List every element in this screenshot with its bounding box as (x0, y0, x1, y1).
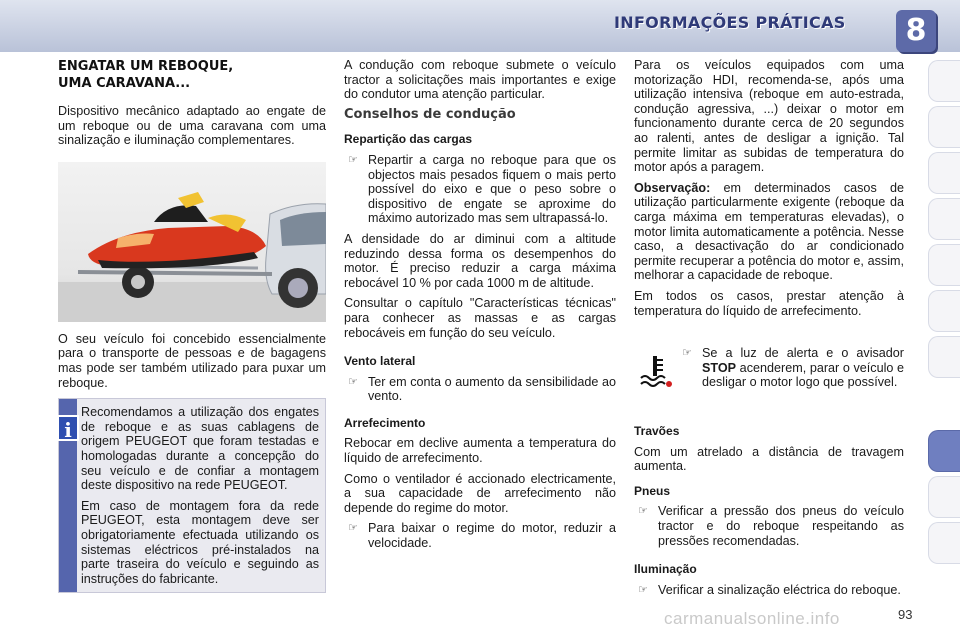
chapter-tabs (928, 60, 960, 580)
subheading-tyres: Pneus (634, 483, 671, 498)
towing-intro: A condução com reboque submete o veículo tractor a solicitações mais importantes e exige do condutor uma atenção particular. (344, 58, 616, 102)
warning-block (634, 346, 904, 414)
chapter-tab[interactable] (928, 336, 960, 378)
air-density-paragraph: A densidade do ar diminui com a altitude reduzindo dessa forma os desempenhos do motor. É preciso reduzir a carga máxima rebocável 10 % por cada 1000 m de altitude. (344, 231, 616, 290)
coolant-paragraph: Em todos os casos, prestar atenção à temperatura do líquido de arrefecimento. (634, 288, 904, 318)
chapter-tab[interactable] (928, 290, 960, 332)
subheading-cooling: Arrefecimento (344, 415, 426, 430)
info-box (58, 398, 326, 593)
chapter-tab[interactable] (928, 476, 960, 518)
driving-advice-heading: Conselhos de condução (344, 106, 516, 122)
hand-pointer-icon: ☞ (682, 347, 692, 360)
bullet-item: ☞ Verificar a sinalização eléctrica do reboque. (638, 582, 901, 597)
bullet-item: ☞ Verificar a pressão dos pneus do veículo tractor e do reboque respeitando as pressões recomendadas. (638, 504, 904, 548)
consult-paragraph: Consultar o capítulo "Características técnicas" para conhecer as massas e as cargas rebocáveis em função do seu veículo. (344, 296, 616, 340)
bullet-item: ☞ Se a luz de alerta e o avisador STOP acenderem, parar o veículo e desligar o motor logo que possível. (682, 346, 904, 390)
chapter-tab[interactable] (928, 152, 960, 194)
capability-paragraph: O seu veículo foi concebido essencialmente para o transporte de pessoas e de bagagens mas pode ser também utilizado para puxar um reboque. (58, 331, 326, 390)
warning-text (678, 346, 904, 396)
column-middle (344, 58, 616, 557)
subheading-wind: Vento lateral (344, 354, 416, 369)
towing-illustration (58, 162, 326, 322)
info-paragraph-1: Recomendamos a utilização dos engates de reboque e as suas cablagens de origem PEUGEOT que foram testadas e homologadas durante a concepção do seu veículo e de confiar a montagem deste dispositivo na rede PEUGEOT. (81, 405, 319, 493)
section-title: ENGATAR UM REBOQUE, UMA CARAVANA... (58, 59, 234, 91)
cooling-paragraph-1: Rebocar em declive aumenta a temperatura do líquido de arrefecimento. (344, 436, 616, 466)
bullet-item: ☞ Ter em conta o aumento da sensibilidade ao vento. (348, 374, 616, 404)
observation-label: Observação: (634, 180, 711, 195)
cooling-paragraph-2: Como o ventilador é accionado electricamente, a sua capacidade de arrefecimento não depende do regime do motor. (344, 471, 616, 515)
column-right (634, 58, 904, 603)
hand-pointer-icon: ☞ (348, 375, 358, 388)
chapter-tab-active[interactable] (928, 430, 960, 472)
info-icon: i (57, 415, 79, 441)
subheading-lighting: Iluminação (634, 562, 697, 577)
column-left (58, 58, 326, 593)
jetski-trailer-illustration (58, 162, 326, 322)
hand-pointer-icon: ☞ (638, 505, 648, 518)
bullet-item: ☞ Para baixar o regime do motor, reduzir a velocidade. (348, 521, 616, 551)
page-title: INFORMAÇÕES PRÁTICAS (614, 13, 846, 32)
subheading-brakes: Travões (634, 424, 680, 439)
intro-paragraph: Dispositivo mecânico adaptado ao engate de um reboque ou de uma caravana com uma sinalização e iluminação complementares. (58, 104, 326, 148)
chapter-tab[interactable] (928, 244, 960, 286)
stop-label: STOP (702, 360, 737, 375)
bullet-item: ☞ Repartir a carga no reboque para que os objectos mais pesados fiquem o mais perto possível do eixo e que o peso sobre o dispositivo de engate se aproxime do máximo autorizado mas sem ultrapassá-lo. (348, 152, 616, 226)
chapter-tab[interactable] (928, 198, 960, 240)
watermark: carmanualsonline.info (664, 609, 840, 628)
info-paragraph-2: Em caso de montagem fora da rede PEUGEOT, esta montagem deve ser obrigatoriamente efectuada utilizando os sistemas eléctricos pré-instalados na parte traseira do veículo e seguindo as instruções do fabricante. (81, 498, 319, 586)
chapter-tab[interactable] (928, 60, 960, 102)
subheading-load: Repartição das cargas (344, 132, 473, 147)
hand-pointer-icon: ☞ (348, 153, 358, 166)
observation-paragraph: Observação: em determinados casos de utilização particularmente exigente (reboque da carga máxima em temperaturas elevadas), o motor limita automaticamente a potência. Nesse caso, a desactivação do ar condicionado permite recuperar a potência do motor e, assim, melhorar a capacidade de reboque. (634, 180, 904, 283)
chapter-badge: 8 (896, 10, 936, 52)
hand-pointer-icon: ☞ (348, 522, 358, 535)
hand-pointer-icon: ☞ (638, 583, 648, 596)
coolant-temperature-icon (638, 354, 674, 388)
brakes-paragraph: Com um atrelado a distância de travagem aumenta. (634, 444, 904, 474)
page-number: 93 (898, 607, 913, 622)
chapter-tab[interactable] (928, 522, 960, 564)
chapter-tab[interactable] (928, 106, 960, 148)
hdi-paragraph: Para os veículos equipados com uma motorização HDI, recomenda-se, após uma utilização intensiva (reboque em auto-estrada, condução agressiva, ...) deixar o motor em funcionamento durante cerca de 20 segundos ao ralenti, antes de desligar a ignição. Tal permite limitar as subidas de temperatura do motor após a paragem. (634, 58, 904, 175)
